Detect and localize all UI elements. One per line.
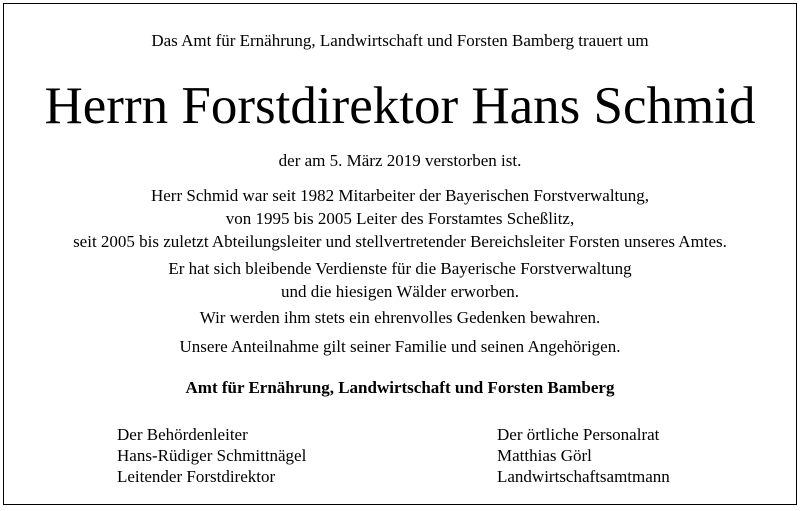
signature-name: Matthias Görl	[497, 446, 592, 465]
intro-text: Das Amt für Ernährung, Landwirtschaft und Forsten Bamberg trauert um	[151, 31, 649, 50]
signature-role: Der Behördenleiter	[117, 425, 248, 444]
career-line: Herr Schmid war seit 1982 Mitarbeiter der Bayerischen Forstverwaltung,	[150, 186, 650, 205]
signature-left	[117, 424, 306, 487]
career-paragraph	[4, 184, 796, 253]
deceased-name: Herrn Forstdirektor Hans Schmid	[44, 77, 756, 135]
signature-role: Der örtliche Personalrat	[497, 425, 660, 444]
career-line: seit 2005 bis zuletzt Abteilungsleiter und stellvertretender Bereichsleiter Forsten unseres Amtes.	[73, 232, 727, 251]
organization-name: Amt für Ernährung, Landwirtschaft und Forsten Bamberg	[185, 378, 615, 397]
signature-right	[497, 424, 670, 487]
signature-name: Hans-Rüdiger Schmittnägel	[117, 446, 307, 465]
signature-title: Landwirtschaftsamtmann	[497, 467, 670, 486]
merits-line: Er hat sich bleibende Verdienste für die Bayerische Forstverwaltung	[168, 259, 632, 278]
death-date-text: der am 5. März 2019 verstorben ist.	[278, 151, 522, 170]
merits-line: und die hiesigen Wälder erworben.	[280, 282, 520, 301]
condolence-text: Unsere Anteilnahme gilt seiner Familie und seinen Angehörigen.	[179, 337, 621, 356]
merits-paragraph	[4, 257, 796, 303]
obituary-notice	[3, 3, 797, 505]
signature-title: Leitender Forstdirektor	[117, 467, 276, 486]
career-line: von 1995 bis 2005 Leiter des Forstamtes Scheßlitz,	[225, 209, 575, 228]
memory-text: Wir werden ihm stets ein ehrenvolles Gedenken bewahren.	[199, 308, 601, 327]
